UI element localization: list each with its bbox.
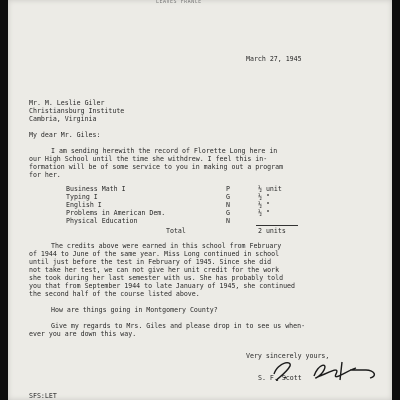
paragraph-line: she took during her last semester with us. She has probably told xyxy=(29,274,284,282)
paragraph-line: Give my regards to Mrs. Giles and please drop in to see us when- xyxy=(51,322,306,330)
paragraph-line: our High School until the time she withdrew. I feel this in- xyxy=(29,155,268,163)
course-name: English I xyxy=(66,201,102,209)
closing: Very sincerely yours, xyxy=(246,352,330,360)
course-units: ½ " xyxy=(258,193,270,201)
course-grade: N xyxy=(226,201,230,209)
total-label: Total xyxy=(166,227,186,235)
recipient-line: Christiansburg Institute xyxy=(29,107,125,115)
course-grade: G xyxy=(226,209,230,217)
course-grade: P xyxy=(226,185,230,193)
recipient-line: Cambria, Virginia xyxy=(29,115,97,123)
letterhead: LEAVES FRANCE xyxy=(156,0,202,5)
salutation: My dear Mr. Giles: xyxy=(29,131,101,139)
paragraph-line: of 1944 to June of the same year. Miss Long continued in school xyxy=(29,250,280,258)
letter-date: March 27, 1945 xyxy=(246,55,302,63)
paragraph-line: you that from September 1944 to late January of 1945, she continued xyxy=(29,282,295,290)
signature-surname-stroke xyxy=(314,362,374,380)
total-rule xyxy=(256,225,298,226)
paragraph-line: the second half of the course listed above. xyxy=(29,290,200,298)
letter-page xyxy=(8,0,392,400)
paragraph-line: ever you are down this way. xyxy=(29,330,137,338)
course-name: Physical Education xyxy=(66,217,138,225)
course-grade: N xyxy=(226,217,230,225)
paragraph-line: The credits above were earned in this school from February xyxy=(51,242,282,250)
paragraph-line: for her. xyxy=(29,171,61,179)
paragraph-line: until just before the test in February of 1945. Since she did xyxy=(29,258,272,266)
course-name: Typing I xyxy=(66,193,98,201)
course-name: Problems in American Dem. xyxy=(66,209,166,217)
course-units: ½ unit xyxy=(258,185,282,193)
course-name: Business Math I xyxy=(66,185,126,193)
paragraph-line: not take her test, we can not give her unit credit for the work xyxy=(29,266,280,274)
paragraph-line: formation will be of some service to you in making out a program xyxy=(29,163,284,171)
course-units: ½ " xyxy=(258,201,270,209)
total-units: 2 units xyxy=(258,227,286,235)
paragraph-line: I am sending herewith the record of Florette Long here in xyxy=(51,147,278,155)
course-grade: G xyxy=(226,193,230,201)
signer-name: S. F. Scott xyxy=(258,374,302,382)
paragraph-line: How are things going in Montgomery County? xyxy=(51,306,218,314)
course-units: ½ " xyxy=(258,209,270,217)
recipient-line: Mr. M. Leslie Giler xyxy=(29,99,105,107)
reference-initials: SFS:LET xyxy=(29,392,57,400)
